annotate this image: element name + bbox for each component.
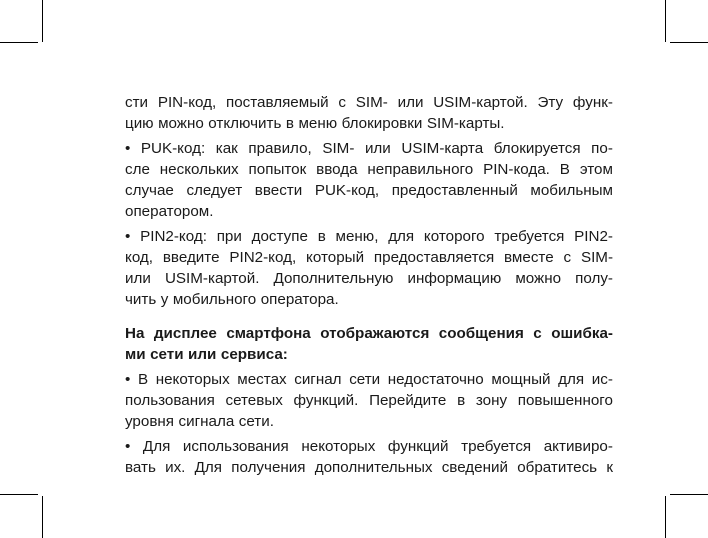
crop-mark-top-left-horizontal: [0, 42, 38, 43]
crop-mark-top-right-horizontal: [670, 42, 708, 43]
text-line: цию можно отключить в меню блокировки SIM-карты.: [125, 115, 505, 132]
text-line: • PIN2-код: при доступе в меню, для которого требуется PIN2-: [125, 228, 613, 245]
text-line: сле нескольких попыток ввода неправильного PIN-кода. В этом: [125, 161, 613, 178]
text-line: На дисплее смартфона отображаются сообщения с ошибка-: [125, 325, 613, 342]
text-line: код, введите PIN2-код, который предоставляется вместе с SIM-: [125, 249, 613, 266]
crop-mark-bottom-right-horizontal: [670, 494, 708, 495]
text-line: пользования сетевых функций. Перейдите в зону повышенного: [125, 392, 613, 409]
text-line: сти PIN-код, поставляемый с SIM- или USIM-картой. Эту функ-: [125, 94, 613, 111]
section-heading: [125, 323, 613, 365]
crop-mark-bottom-left-horizontal: [0, 494, 38, 495]
text-line: случае следует ввести PUK-код, предоставленный мобильным: [125, 182, 613, 199]
text-line: чить у мобильного оператора.: [125, 291, 339, 308]
paragraph: [125, 92, 613, 134]
paragraph: [125, 138, 613, 222]
text-line: уровня сигнала сети.: [125, 413, 274, 430]
paragraph: [125, 369, 613, 432]
text-line: или USIM-картой. Дополнительную информацию можно полу-: [125, 270, 613, 287]
paragraph: [125, 226, 613, 310]
text-line: • PUK-код: как правило, SIM- или USIM-карта блокируется по-: [125, 140, 613, 157]
crop-mark-bottom-left-vertical: [42, 496, 43, 538]
text-line: вать их. Для получения дополнительных сведений обратитесь к: [125, 459, 613, 476]
text-line: • Для использования некоторых функций требуется активиро-: [125, 438, 613, 455]
crop-mark-top-left-vertical: [42, 0, 43, 42]
crop-mark-top-right-vertical: [665, 0, 666, 42]
crop-mark-bottom-right-vertical: [665, 496, 666, 538]
paragraph: [125, 436, 613, 478]
paragraph-gap: [125, 310, 613, 323]
text-line: • В некоторых местах сигнал сети недостаточно мощный для ис-: [125, 371, 613, 388]
text-line: оператором.: [125, 203, 214, 220]
text-line: ми сети или сервиса:: [125, 346, 288, 363]
page-body-text: [125, 92, 613, 478]
